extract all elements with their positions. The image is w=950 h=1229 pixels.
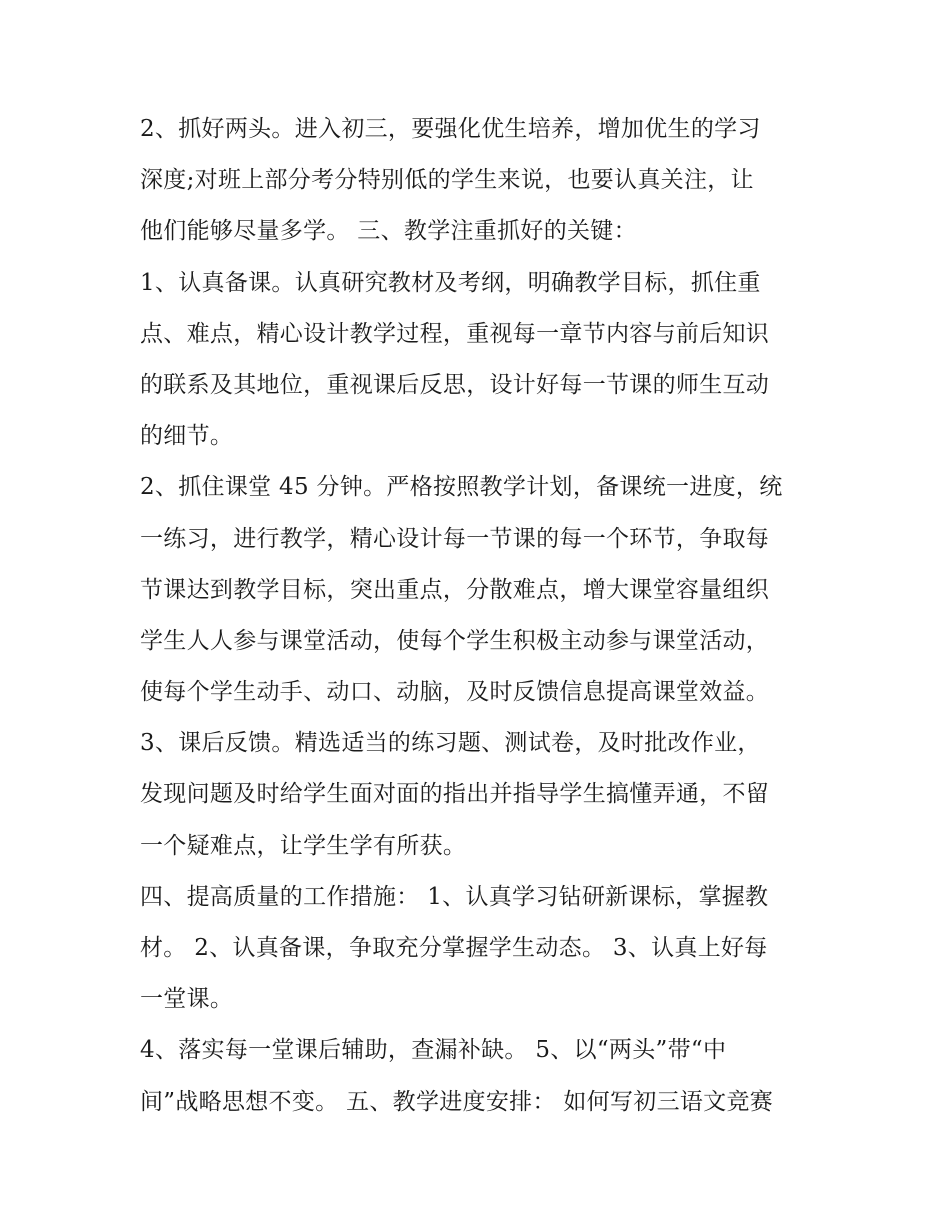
text-line: 材。 2、认真备课，争取充分掌握学生动态。 3、认真上好每	[140, 935, 768, 961]
text-line: 的细节。	[140, 423, 234, 450]
text-line: 2、抓住课堂 45 分钟。严格按照教学计划，备课统一进度，统	[140, 474, 783, 501]
text-line: 使每个学生动手、动口、动脑，及时反馈信息提高课堂效益。	[140, 679, 770, 706]
text-line: 学生人人参与课堂活动，使每个学生积极主动参与课堂活动，	[140, 627, 770, 654]
text-line: 节课达到教学目标，突出重点，分散难点，增大课堂容量组织	[140, 576, 770, 603]
text-line: 四、提高质量的工作措施： 1、认真学习钻研新课标，掌握教	[140, 883, 769, 910]
text-line: 发现问题及时给学生面对面的指出并指导学生搞懂弄通，不留	[140, 781, 770, 808]
document-body	[140, 104, 820, 1128]
text-line: 一练习，进行教学，精心设计每一节课的每一个环节，争取每	[140, 525, 770, 552]
text-line: 3、课后反馈。精选适当的练习题、测试卷，及时批改作业，	[140, 730, 761, 757]
text-line: 1、认真备课。认真研究教材及考纲，明确教学目标，抓住重	[140, 269, 761, 296]
text-line: 间”战略思想不变。 五、教学进度安排： 如何写初三语文竞赛	[140, 1088, 774, 1115]
text-line: 一个疑难点，让学生学有所获。	[140, 832, 467, 859]
text-line: 4、落实每一堂课后辅助，查漏补缺。 5、以“两头”带“中	[140, 1037, 727, 1064]
text-line: 点、难点，精心设计教学过程，重视每一章节内容与前后知识	[140, 320, 770, 347]
text-line: 一堂课。	[140, 986, 234, 1013]
text-line: 2、抓好两头。进入初三，要强化优生培养，增加优生的学习	[140, 116, 761, 142]
text-line: 的联系及其地位，重视课后反思，设计好每一节课的师生互动	[140, 371, 770, 398]
text-line: 他们能够尽量多学。 三、教学注重抓好的关键：	[140, 218, 637, 245]
text-line: 深度;对班上部分考分特别低的学生来说，也要认真关注，让	[140, 167, 754, 194]
